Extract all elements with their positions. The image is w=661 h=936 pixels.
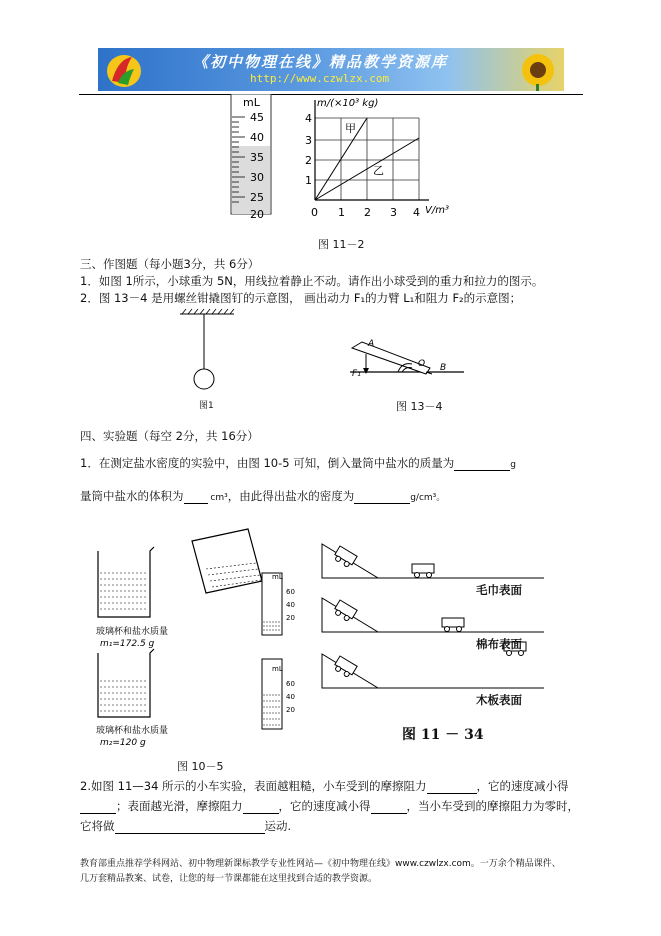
- q1-line2-text2: ，由此得出盐水的密度为: [227, 489, 355, 503]
- pouring-beaker: [192, 529, 262, 593]
- q2-line2: [80, 798, 579, 814]
- q1-line2-text: 量筒中盐水的体积为: [80, 489, 184, 503]
- cyl-tick-20: 20: [250, 208, 264, 221]
- cyl-tick-25: 25: [250, 191, 264, 204]
- cyl2-unit: mL: [272, 665, 283, 673]
- label-O: O: [418, 359, 426, 369]
- ramp-cotton: [322, 598, 544, 632]
- beaker-1-liquid: [99, 573, 149, 616]
- q2-line2-text: ；表面越光滑，摩擦阻力: [116, 799, 243, 813]
- fig13-4-caption: 图 13－4: [396, 400, 443, 413]
- blank-speed-smooth[interactable]: [371, 801, 407, 814]
- figure-11-2: [225, 94, 465, 222]
- cyl1-tick-20: 20: [286, 614, 295, 622]
- blank-salt-volume[interactable]: [184, 491, 208, 504]
- banner-url[interactable]: http://www.czwlzx.com: [250, 72, 390, 85]
- cyl2-tick-40: 40: [286, 693, 295, 701]
- q2-line3: [80, 818, 291, 834]
- q1-line2-unit: cm³: [210, 493, 228, 503]
- x-tick-3: 3: [390, 206, 397, 219]
- label-B: B: [440, 363, 447, 373]
- label-jia: 甲: [345, 122, 356, 135]
- footer-line2: 几万套精品教案、试卷，让您的每一节课都能在这里找到合适的教学资源。: [80, 874, 378, 884]
- q2-line2-text2: ，它的速度减小得: [278, 799, 371, 813]
- blank-motion[interactable]: [115, 821, 265, 834]
- beaker1-mass: m₁=172.5 g: [100, 639, 155, 649]
- beaker-2-hatch: [100, 681, 148, 711]
- cyl-tick-45: 45: [250, 111, 264, 124]
- sunflower-icon: [498, 48, 564, 91]
- beaker2-mass: m₂=120 g: [100, 738, 146, 748]
- graph-grid: [315, 118, 419, 200]
- surface-towel: 毛巾表面: [476, 583, 522, 597]
- cyl2-tick-60: 60: [286, 680, 295, 688]
- section4-heading: 四、实验题（每空 2分，共 16分）: [80, 429, 259, 443]
- label-yi: 乙: [373, 164, 384, 177]
- cyl1-tick-40: 40: [286, 601, 295, 609]
- fig11-34-caption: 图 11 － 34: [402, 727, 484, 743]
- figure-1-pendulum: [178, 308, 238, 398]
- cyl-tick-35: 35: [250, 151, 264, 164]
- figure-10-5: [88, 523, 314, 751]
- x-tick-4: 4: [413, 206, 420, 219]
- cyl-tick-30: 30: [250, 171, 264, 184]
- graph-ylabel: m/(×10³ kg): [317, 98, 379, 109]
- figure-13-4-lever: [340, 336, 470, 396]
- section4-q1-line1: [80, 455, 516, 471]
- section3-heading: 三、作图题（每小题3分，共 6分）: [80, 257, 260, 271]
- y-tick-3: 3: [305, 134, 312, 147]
- q2-line1: [80, 778, 569, 794]
- q2-line3-text: 它将做: [80, 819, 115, 833]
- y-tick-1: 1: [305, 174, 312, 187]
- x-tick-2: 2: [364, 206, 371, 219]
- y-tick-2: 2: [305, 154, 312, 167]
- label-F1: F₁: [352, 369, 361, 379]
- cyl1-tick-60: 60: [286, 588, 295, 596]
- section4-q1-line2: [80, 488, 445, 504]
- section3-q2: 2．图 13－4 是用螺丝钳撬图钉的示意图， 画出动力 F₁的力臂 L₁和阻力 F₂的示意图；: [80, 291, 522, 305]
- footer-line1: 教育部重点推荐学科网站、初中物理新课标教学专业性网站—《初中物理在线》www.czwlzx.com。一万余个精品课件、: [80, 859, 561, 869]
- beaker1-label: 玻璃杯和盐水质量: [96, 627, 169, 637]
- fig10-5-caption: 图 10－5: [177, 760, 224, 773]
- fig-11-2-caption: 图 11－2: [318, 238, 365, 251]
- surface-cotton: 棉布表面: [476, 637, 522, 651]
- site-logo-icon: [104, 51, 144, 89]
- blank-speed-rough[interactable]: [80, 801, 116, 814]
- ball: [194, 369, 214, 389]
- label-A: A: [368, 339, 375, 349]
- q1-line1-text: 1．在测定盐水密度的实验中，由图 10-5 可知，倒入量筒中盐水的质量为: [80, 456, 455, 470]
- q1-line1-unit: g: [510, 460, 516, 470]
- blank-friction-rough[interactable]: [427, 781, 477, 794]
- cyl2-tick-20: 20: [286, 706, 295, 714]
- y-tick-4: 4: [305, 112, 312, 125]
- cyl1-unit: mL: [272, 573, 283, 581]
- q2-line2-text3: ，当小车受到的摩擦阻力为零时，: [406, 799, 579, 813]
- beaker2-label: 玻璃杯和盐水质量: [96, 726, 169, 736]
- section3-q1: 1．如图 1所示，小球重为 5N，用线拉着静止不动。请作出小球受到的重力和拉力的图示。: [80, 274, 544, 288]
- q1-line2-unit2: g/cm³。: [410, 493, 446, 503]
- cylinder-unit: mL: [243, 96, 260, 109]
- x-tick-1: 1: [338, 206, 345, 219]
- blank-friction-smooth[interactable]: [243, 801, 279, 814]
- cyl-tick-40: 40: [250, 131, 264, 144]
- header-banner: [98, 48, 564, 91]
- fig1-caption: 图1: [199, 401, 214, 411]
- surface-wood: 木板表面: [476, 693, 522, 707]
- q2-line3-text2: 运动.: [264, 819, 292, 833]
- blank-salt-mass[interactable]: [454, 458, 510, 471]
- x-tick-0: 0: [311, 206, 318, 219]
- blank-salt-density[interactable]: [354, 491, 410, 504]
- figure-11-34: [318, 532, 546, 712]
- banner-title: 《初中物理在线》精品教学资源库: [193, 53, 449, 71]
- graph-xlabel: V/m³: [425, 205, 449, 216]
- q2-line1-text: 2.如图 11—34 所示的小车实验，表面越粗糙，小车受到的摩擦阻力: [80, 779, 427, 793]
- ramp-towel: [322, 544, 544, 578]
- q2-line1-text2: ，它的速度减小得: [476, 779, 569, 793]
- beaker-2: [98, 649, 154, 717]
